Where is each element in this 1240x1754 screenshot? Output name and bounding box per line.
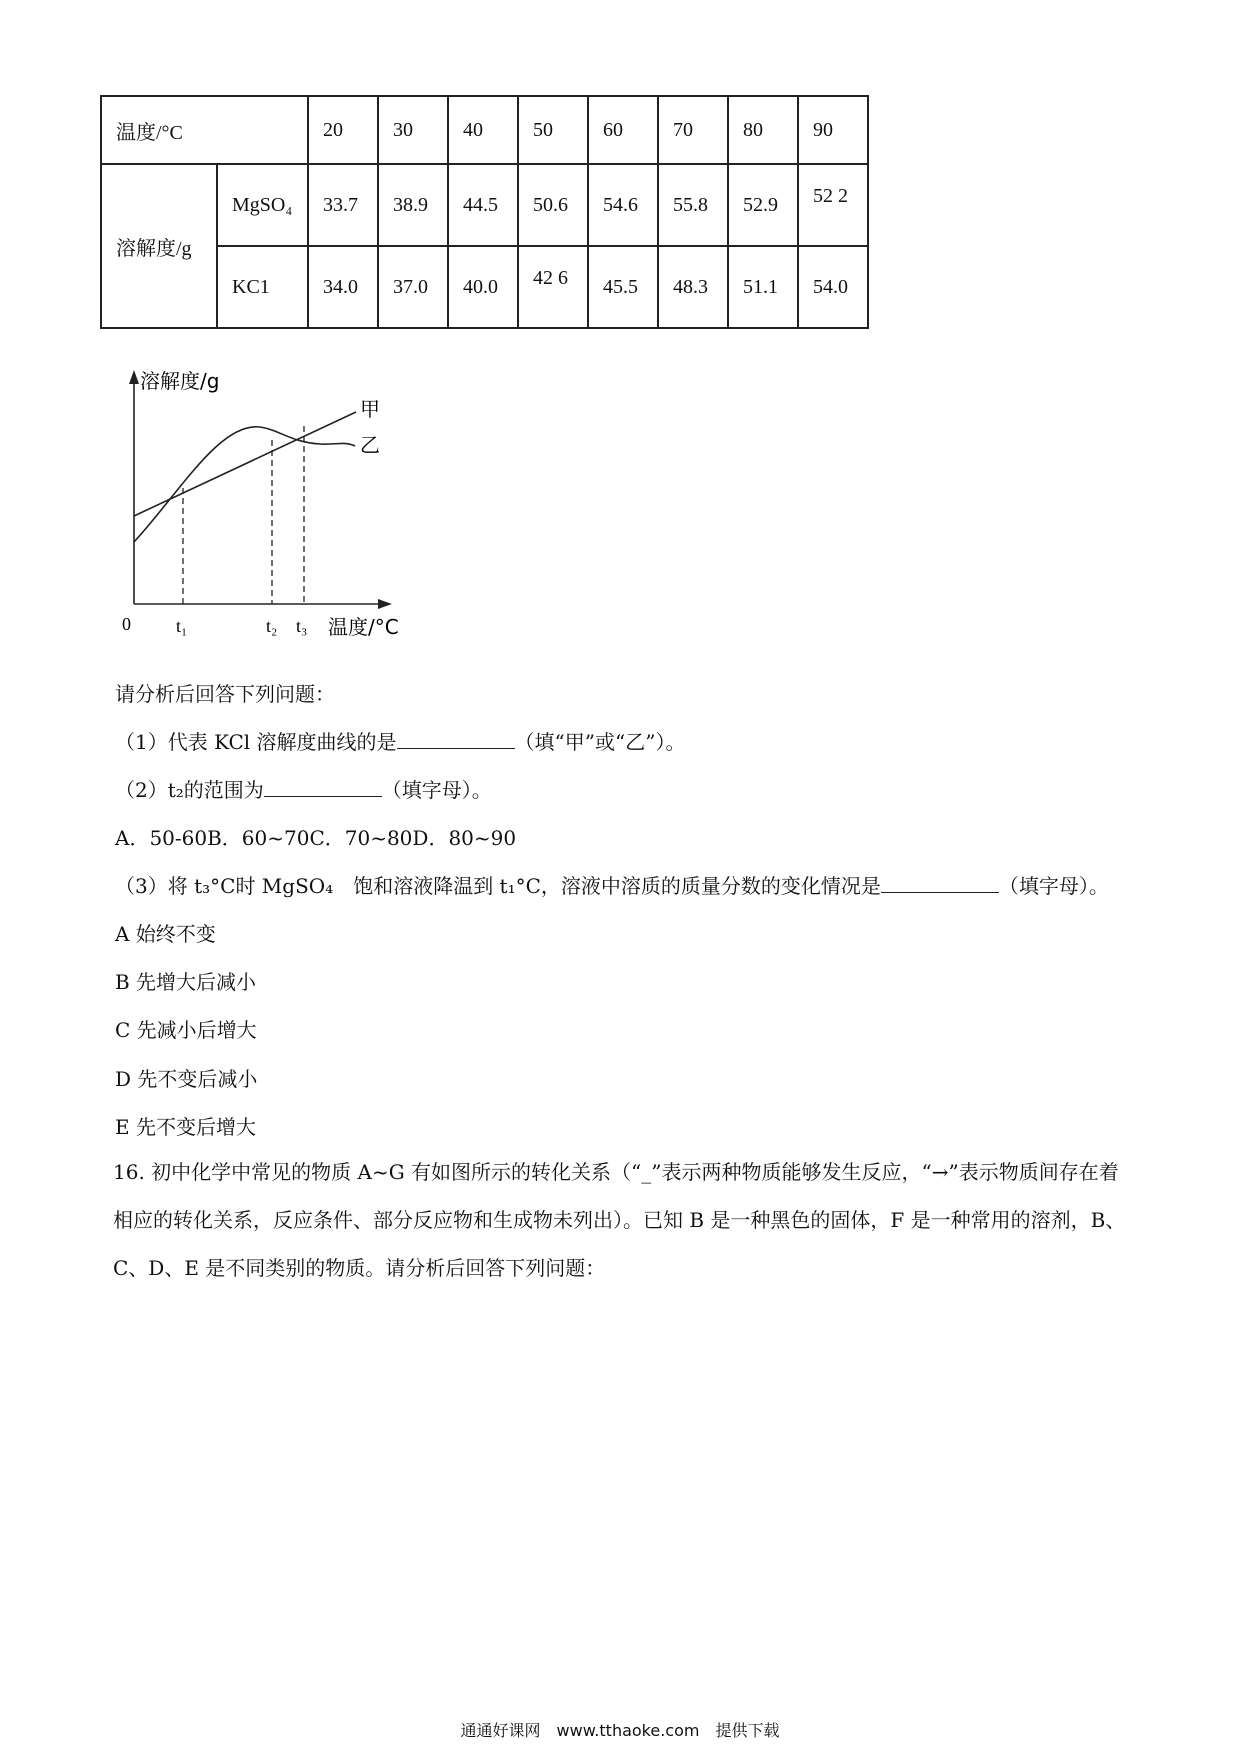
value-cell: 44.5: [448, 164, 518, 246]
x-axis-arrow: [378, 599, 392, 609]
solubility-table: [100, 95, 869, 329]
option-d: D 先不变后减小: [115, 1067, 258, 1091]
question-2-prefix: （2）t₂的范围为: [115, 778, 264, 802]
option-b: B 先增大后减小: [115, 970, 257, 994]
option-e: E 先不变后增大: [115, 1115, 256, 1139]
value-cell: 52.9: [728, 164, 798, 246]
value-cell: 48.3: [658, 246, 728, 328]
question-3-prefix: （3）将 t₃°C时 MgSO₄ 饱和溶液降温到 t₁°C，溶液中溶质的质量分数的变化情况是: [115, 874, 881, 898]
curve-a-label: 甲: [360, 397, 380, 421]
value-cell: 34.0: [308, 246, 378, 328]
temp-cell: 70: [658, 96, 728, 164]
question-3-suffix: （填字母）。: [998, 874, 1109, 898]
t2-label: t₂: [266, 616, 278, 636]
question-2-options: A．50-60B．60~70C．70~80D．80~90: [115, 826, 517, 850]
value-cell: 52 2: [813, 184, 848, 207]
question-2: [115, 774, 492, 803]
value-cell: 40.0: [448, 246, 518, 328]
table-row: [101, 164, 868, 246]
solubility-label: 溶解度/g: [101, 164, 217, 328]
y-axis-label: 溶解度/g: [140, 369, 220, 393]
y-axis-arrow: [129, 370, 139, 384]
answer-blank[interactable]: [881, 874, 999, 893]
t3-label: t₃: [296, 616, 308, 636]
answer-blank[interactable]: [264, 778, 382, 797]
value-cell: 54.0: [798, 246, 868, 328]
value-cell: 55.8: [658, 164, 728, 246]
value-cell: 38.9: [378, 164, 448, 246]
temp-cell: 80: [728, 96, 798, 164]
value-cell: 50.6: [518, 164, 588, 246]
question-1-prefix: （1）代表 KCl 溶解度曲线的是: [115, 730, 397, 754]
option-c: C 先减小后增大: [115, 1018, 257, 1042]
curve-a-line: [134, 412, 356, 516]
value-cell: 51.1: [728, 246, 798, 328]
temp-header: 温度/°C: [101, 96, 308, 164]
value-cell: 54.6: [588, 164, 658, 246]
answer-blank[interactable]: [397, 730, 515, 749]
substance-name: MgSO₄: [217, 164, 308, 246]
solubility-graph: [120, 362, 440, 642]
value-cell: 42 6: [533, 266, 568, 289]
option-a: A 始终不变: [115, 922, 216, 946]
value-cell: 45.5: [588, 246, 658, 328]
origin-label: 0: [122, 614, 131, 634]
value-cell-wrap: [518, 246, 588, 328]
curve-b-label: 乙: [360, 433, 380, 457]
value-cell-wrap: [798, 164, 868, 246]
question-1-suffix: （填“甲”或“乙”）。: [514, 730, 686, 754]
substance-name: KC1: [217, 246, 308, 328]
page-footer: 通通好课网 www.tthaoke.com 提供下载: [460, 1721, 780, 1740]
value-cell: 33.7: [308, 164, 378, 246]
temp-cell: 30: [378, 96, 448, 164]
question-intro: 请分析后回答下列问题：: [115, 682, 335, 706]
x-axis-label: 温度/°C: [328, 615, 399, 639]
table-row: [101, 96, 868, 164]
temp-cell: 60: [588, 96, 658, 164]
value-cell: 37.0: [378, 246, 448, 328]
table-row: [101, 246, 868, 328]
question-16: 16. 初中化学中常见的物质 A~G 有如图所示的转化关系（“_”表示两种物质能够发生反应，“→”表示物质间存在着相应的转化关系，反应条件、部分反应物和生成物未列出）。已知 B 是一种黑色的固体，F 是一种常用的溶剂，B、C、D、E 是不同类别的物质。请分析后回答下列问题：: [113, 1160, 1126, 1280]
temp-cell: 20: [308, 96, 378, 164]
temp-cell: 90: [798, 96, 868, 164]
t1-label: t₁: [176, 616, 188, 636]
temp-cell: 50: [518, 96, 588, 164]
question-1: [115, 726, 685, 755]
temp-cell: 40: [448, 96, 518, 164]
question-2-suffix: （填字母）。: [381, 778, 492, 802]
question-3: [115, 870, 1109, 899]
curve-b-line: [134, 427, 355, 542]
